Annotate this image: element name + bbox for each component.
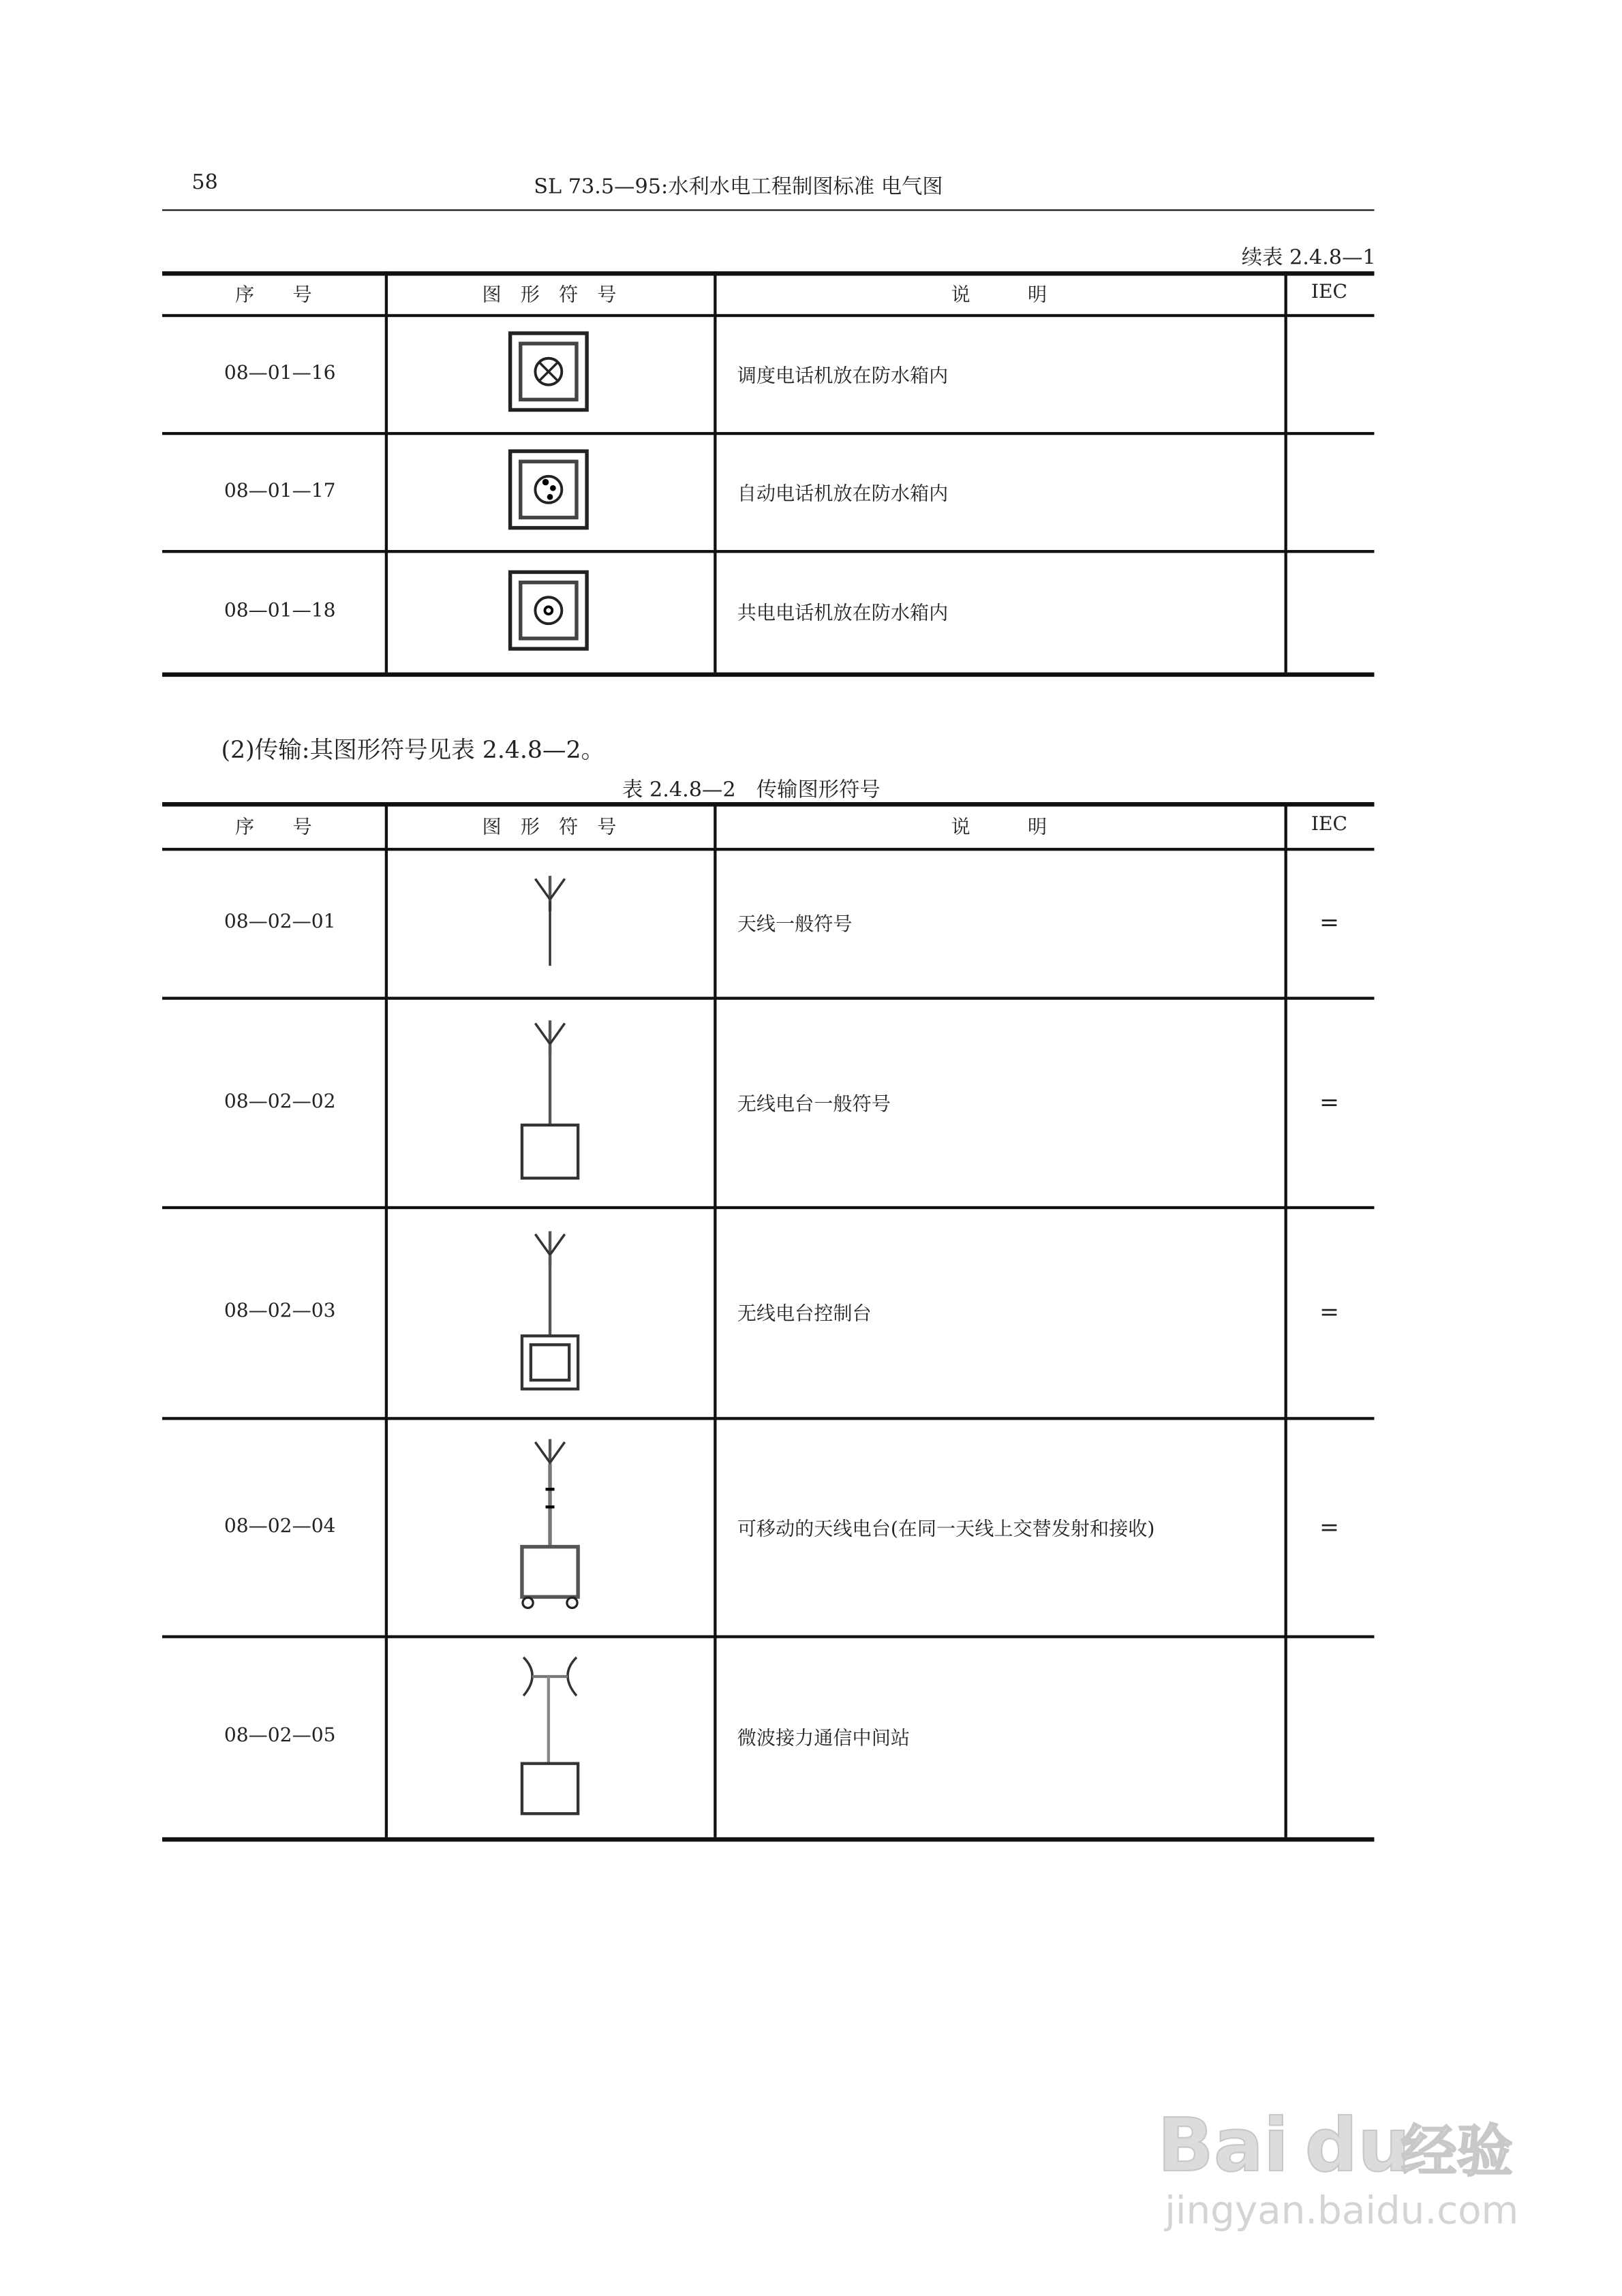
row-description: 可移动的天线电台(在同一天线上交替发射和接收) [737,1518,1155,1540]
microwave-relay-station-symbol-icon [385,1635,714,1837]
column-header: IEC [1311,281,1348,304]
row-iec [1284,1635,1374,1837]
phone-dispatch-waterproof-symbol-icon [385,314,714,432]
row-iec [1284,314,1374,432]
table-bottom-rule [162,673,1374,677]
radio-control-station-symbol-icon [385,1206,714,1417]
column-header: 说 明 [951,284,1047,307]
row-description: 微波接力通信中间站 [737,1728,910,1751]
row-description: 无线电台一般符号 [737,1093,891,1116]
column-header: 序 号 [235,816,312,840]
row-code: 08—01—18 [224,600,336,623]
row-code: 08—02—04 [224,1515,336,1537]
svg-text:经验: 经验 [1401,2119,1513,2184]
column-header: 说 明 [951,816,1047,840]
row-iec: = [1319,1087,1339,1116]
svg-text:Bai: Bai [1157,2102,1289,2188]
column-divider [714,802,716,1837]
row-iec [1284,432,1374,550]
row-description: 调度电话机放在防水箱内 [737,365,949,387]
row-description: 无线电台控制台 [737,1303,872,1326]
watermark-url: jingyan.baidu.com [1165,2189,1519,2234]
row-iec: = [1319,1297,1339,1326]
row-code: 08—02—01 [224,911,336,934]
row-iec: = [1319,908,1339,936]
row-code: 08—01—17 [224,480,336,502]
row-code: 08—02—05 [224,1725,336,1747]
section-text: (2)传输:其图形符号见表 2.4.8—2。 [221,735,605,764]
column-header: 序 号 [235,284,312,307]
table-bottom-rule [162,1837,1374,1841]
phone-auto-waterproof-symbol-icon [385,432,714,550]
running-title: SL 73.5—95:水利水电工程制图标准 电气图 [534,175,943,200]
row-code: 08—02—02 [224,1090,336,1113]
row-description: 天线一般符号 [737,914,853,936]
row-description: 共电电话机放在防水箱内 [737,602,949,626]
mobile-radio-station-symbol-icon [385,1417,714,1635]
column-header: IEC [1311,814,1348,836]
radio-station-symbol-icon [385,997,714,1206]
row-description: 自动电话机放在防水箱内 [737,483,949,506]
row-iec [1284,550,1374,673]
header-rule [162,209,1374,211]
phone-common-battery-waterproof-symbol-icon [385,550,714,673]
table1-caption: 续表 2.4.8—1 [1241,246,1376,270]
page-number: 58 [192,170,218,195]
antenna-symbol-icon [385,848,714,997]
row-code: 08—01—16 [224,362,336,384]
column-divider [714,271,716,672]
row-code: 08—02—03 [224,1300,336,1323]
svg-text:du: du [1304,2102,1411,2188]
column-header: 图 形 符 号 [482,816,617,840]
table2-caption: 表 2.4.8—2 传输图形符号 [622,778,881,802]
column-header: 图 形 符 号 [482,284,617,307]
row-iec: = [1319,1512,1339,1540]
